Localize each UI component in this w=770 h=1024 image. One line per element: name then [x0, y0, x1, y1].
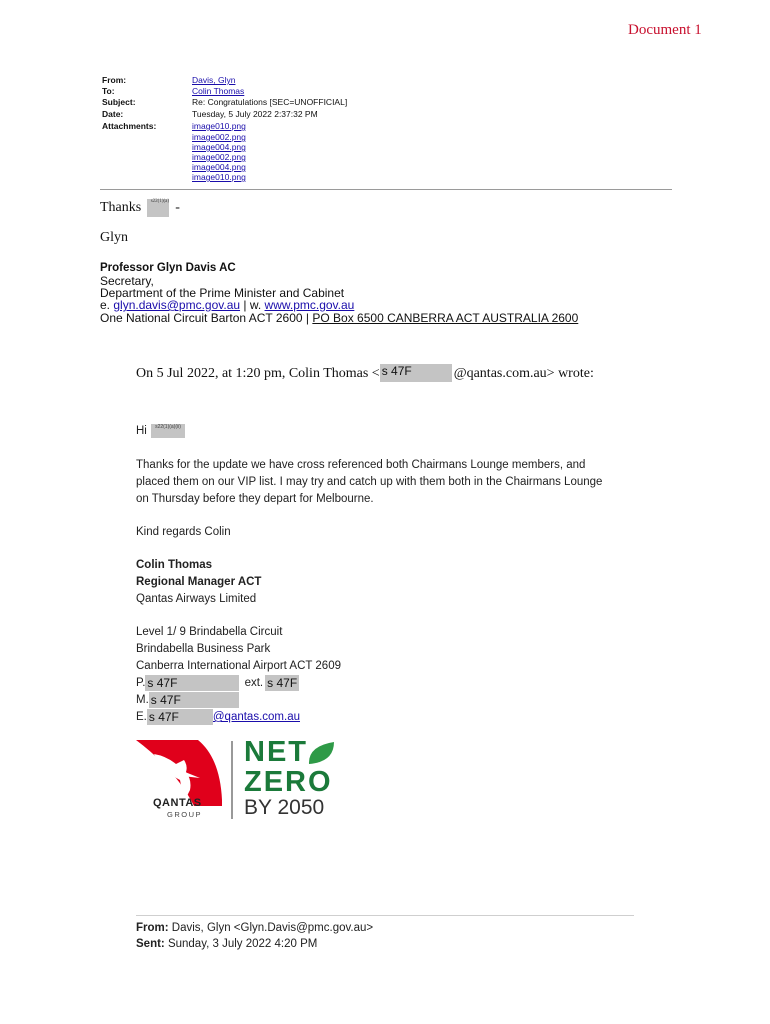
net-zero-zero: ZERO	[244, 766, 333, 798]
header-to-link[interactable]: Colin Thomas	[192, 86, 245, 96]
reply-dash: -	[175, 200, 180, 216]
sender-signature-title: Secretary,	[100, 274, 154, 288]
redaction-box: s 47F	[147, 709, 213, 725]
quoted-body-line: on Thursday before they depart for Melbourne.	[136, 493, 374, 505]
quoted-sig-role: Regional Manager ACT	[136, 576, 262, 588]
redaction-box: s 47F	[267, 676, 298, 690]
earlier-sent-line	[136, 936, 317, 953]
earlier-sent-label: Sent:	[136, 938, 165, 950]
sender-website-link[interactable]: www.pmc.gov.au	[264, 298, 355, 312]
ext-label: ext.	[244, 677, 264, 689]
quoted-sig-company: Qantas Airways Limited	[136, 593, 257, 605]
sender-email-link[interactable]: glyn.davis@pmc.gov.au	[113, 298, 241, 312]
header-attachments-label: Attachments:	[102, 121, 157, 131]
quoted-sig-name: Colin Thomas	[136, 559, 213, 571]
email-prefix: E.	[136, 711, 147, 723]
attachment-link[interactable]: image010.png	[192, 121, 246, 131]
sender-po-box: PO Box 6500 CANBERRA ACT AUSTRALIA 2600	[312, 311, 579, 325]
sender-signature-name: Professor Glyn Davis AC	[100, 262, 236, 274]
header-from-row	[102, 75, 502, 86]
net-zero-by2050: BY 2050	[244, 796, 325, 819]
attachment-link[interactable]: image010.png	[192, 172, 246, 182]
quoted-address-line: Canberra International Airport ACT 2609	[136, 660, 341, 672]
attachment-link[interactable]: image004.png	[192, 142, 246, 152]
redaction-box: s22(1)(a)(ii)	[151, 424, 185, 438]
header-attachments-row	[102, 121, 502, 132]
earlier-divider	[136, 915, 634, 916]
sender-signature-department: Department of the Prime Minister and Cabinet	[100, 286, 345, 300]
reply-thanks-text: Thanks	[100, 200, 142, 216]
header-date-value: Tuesday, 5 July 2022 2:37:32 PM	[192, 109, 318, 119]
header-from-label: From:	[102, 75, 127, 85]
email-prefix: e.	[100, 298, 111, 312]
header-subject-label: Subject:	[102, 97, 136, 107]
net-zero-net: NET	[244, 736, 308, 768]
sender-address-line	[100, 311, 578, 325]
document-label: Document 1	[628, 22, 702, 38]
earlier-sent-value: Sunday, 3 July 2022 4:20 PM	[167, 938, 318, 950]
header-subject-row	[102, 97, 502, 108]
quoted-regards: Kind regards Colin	[136, 526, 231, 538]
mobile-prefix: M.	[136, 694, 149, 706]
quoted-intro-after: @qantas.com.au> wrote:	[453, 366, 594, 381]
quoted-intro-before: On 5 Jul 2022, at 1:20 pm, Colin Thomas <	[136, 366, 380, 381]
phone-prefix: P.	[136, 677, 146, 689]
quoted-address-line: Level 1/ 9 Brindabella Circuit	[136, 626, 283, 638]
redaction-box: s 47F	[149, 692, 239, 708]
contact-separator: | w.	[243, 298, 262, 312]
attachment-link[interactable]: image002.png	[192, 152, 246, 162]
sender-address: One National Circuit Barton ACT 2600 |	[100, 311, 310, 325]
header-to-label: To:	[102, 86, 115, 96]
qantas-wordmark: QANTAS	[153, 797, 202, 809]
quoted-greeting-line	[136, 423, 185, 440]
qantas-group-text: GROUP	[167, 810, 203, 819]
header-subject-value: Re: Congratulations [SEC=UNOFFICIAL]	[192, 97, 348, 107]
quoted-address-line: Brindabella Business Park	[136, 643, 271, 655]
quoted-mobile-line	[136, 692, 239, 709]
header-divider	[100, 189, 672, 190]
quoted-body-line: Thanks for the update we have cross referenced both Chairmans Lounge members, and	[136, 459, 586, 471]
sender-contact-line	[100, 298, 354, 312]
logo-divider	[231, 741, 233, 819]
quoted-intro	[136, 364, 594, 384]
header-date-label: Date:	[102, 109, 124, 119]
redaction-box: s 47F	[145, 675, 239, 691]
quoted-body-line: placed them on our VIP list. I may try and catch up with them both in the Chairmans Lounge	[136, 476, 603, 488]
reply-closing: Glyn	[100, 230, 128, 245]
redaction-box: s 47F	[380, 364, 452, 382]
redaction-box: s22(1)(a)	[147, 199, 169, 217]
header-to-row	[102, 86, 502, 97]
leaf-icon	[306, 740, 336, 766]
quoted-email-line	[136, 709, 300, 726]
earlier-from-line	[136, 920, 373, 937]
quoted-email-link[interactable]: @qantas.com.au	[212, 711, 300, 723]
header-date-row	[102, 109, 502, 120]
header-from-link[interactable]: Davis, Glyn	[192, 75, 236, 85]
earlier-from-value: Davis, Glyn <Glyn.Davis@pmc.gov.au>	[171, 922, 374, 934]
attachment-link[interactable]: image002.png	[192, 132, 246, 142]
reply-thanks-line	[100, 199, 180, 217]
quoted-greeting: Hi	[136, 425, 147, 437]
quoted-phone-line	[136, 675, 299, 692]
qantas-group-logo	[136, 740, 224, 824]
attachment-link[interactable]: image004.png	[192, 162, 246, 172]
earlier-from-label: From:	[136, 922, 169, 934]
